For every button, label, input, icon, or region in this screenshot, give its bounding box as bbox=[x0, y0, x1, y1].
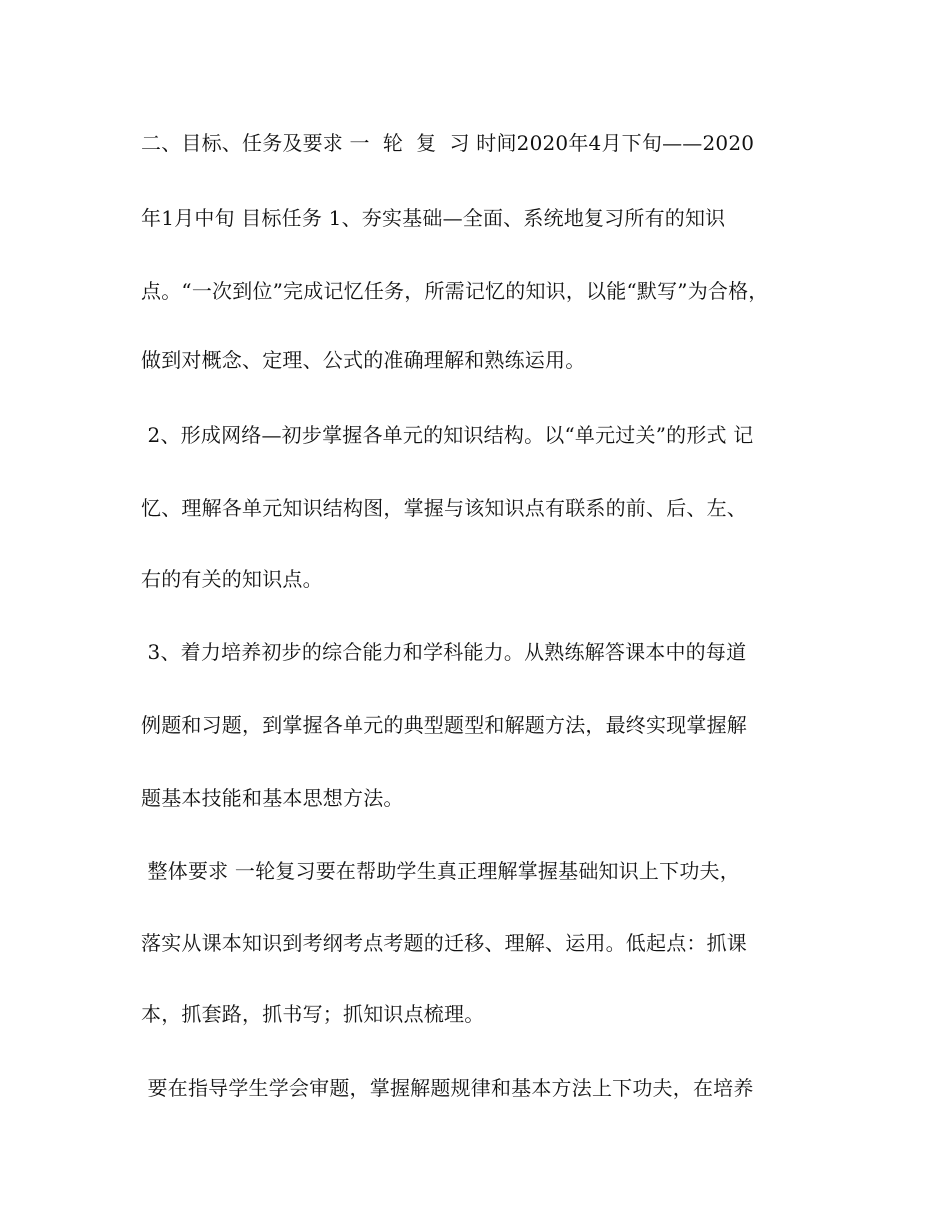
text-line: 二、目标、任务及要求 一 轮 复 习 时间2020年4月下旬——2020 bbox=[141, 131, 755, 155]
text-line: 题基本技能和基本思想方法。 bbox=[141, 786, 404, 810]
text-line: 忆、理解各单元知识结构图，掌握与该知识点有联系的前、后、左、 bbox=[141, 496, 747, 520]
text-line: 点。“一次到位”完成记忆任务，所需记忆的知识，以能“默写”为合格， bbox=[141, 279, 769, 303]
text-line: 落实从课本知识到考纲考点考题的迁移、理解、运用。低起点：抓课 bbox=[141, 931, 747, 955]
text-line: 例题和习题，到掌握各单元的典型题型和解题方法，最终实现掌握解 bbox=[141, 713, 747, 737]
text-line: 年1月中旬 目标任务 1、夯实基础—全面、系统地复习所有的知识 bbox=[141, 206, 726, 230]
text-line: 本，抓套路，抓书写；抓知识点梳理。 bbox=[141, 1002, 485, 1026]
text-line: 整体要求 一轮复习要在帮助学生真正理解掌握基础知识上下功夫， bbox=[141, 859, 740, 883]
text-line: 右的有关的知识点。 bbox=[141, 567, 323, 591]
text-line: 要在指导学生学会审题，掌握解题规律和基本方法上下功夫，在培养 bbox=[141, 1076, 754, 1100]
text-line: 做到对概念、定理、公式的准确理解和熟练运用。 bbox=[141, 348, 586, 372]
text-line: 2、形成网络—初步掌握各单元的知识结构。以“单元过关”的形式 记 bbox=[141, 423, 754, 447]
text-line: 3、着力培养初步的综合能力和学科能力。从熟练解答课本中的每道 bbox=[141, 640, 747, 664]
